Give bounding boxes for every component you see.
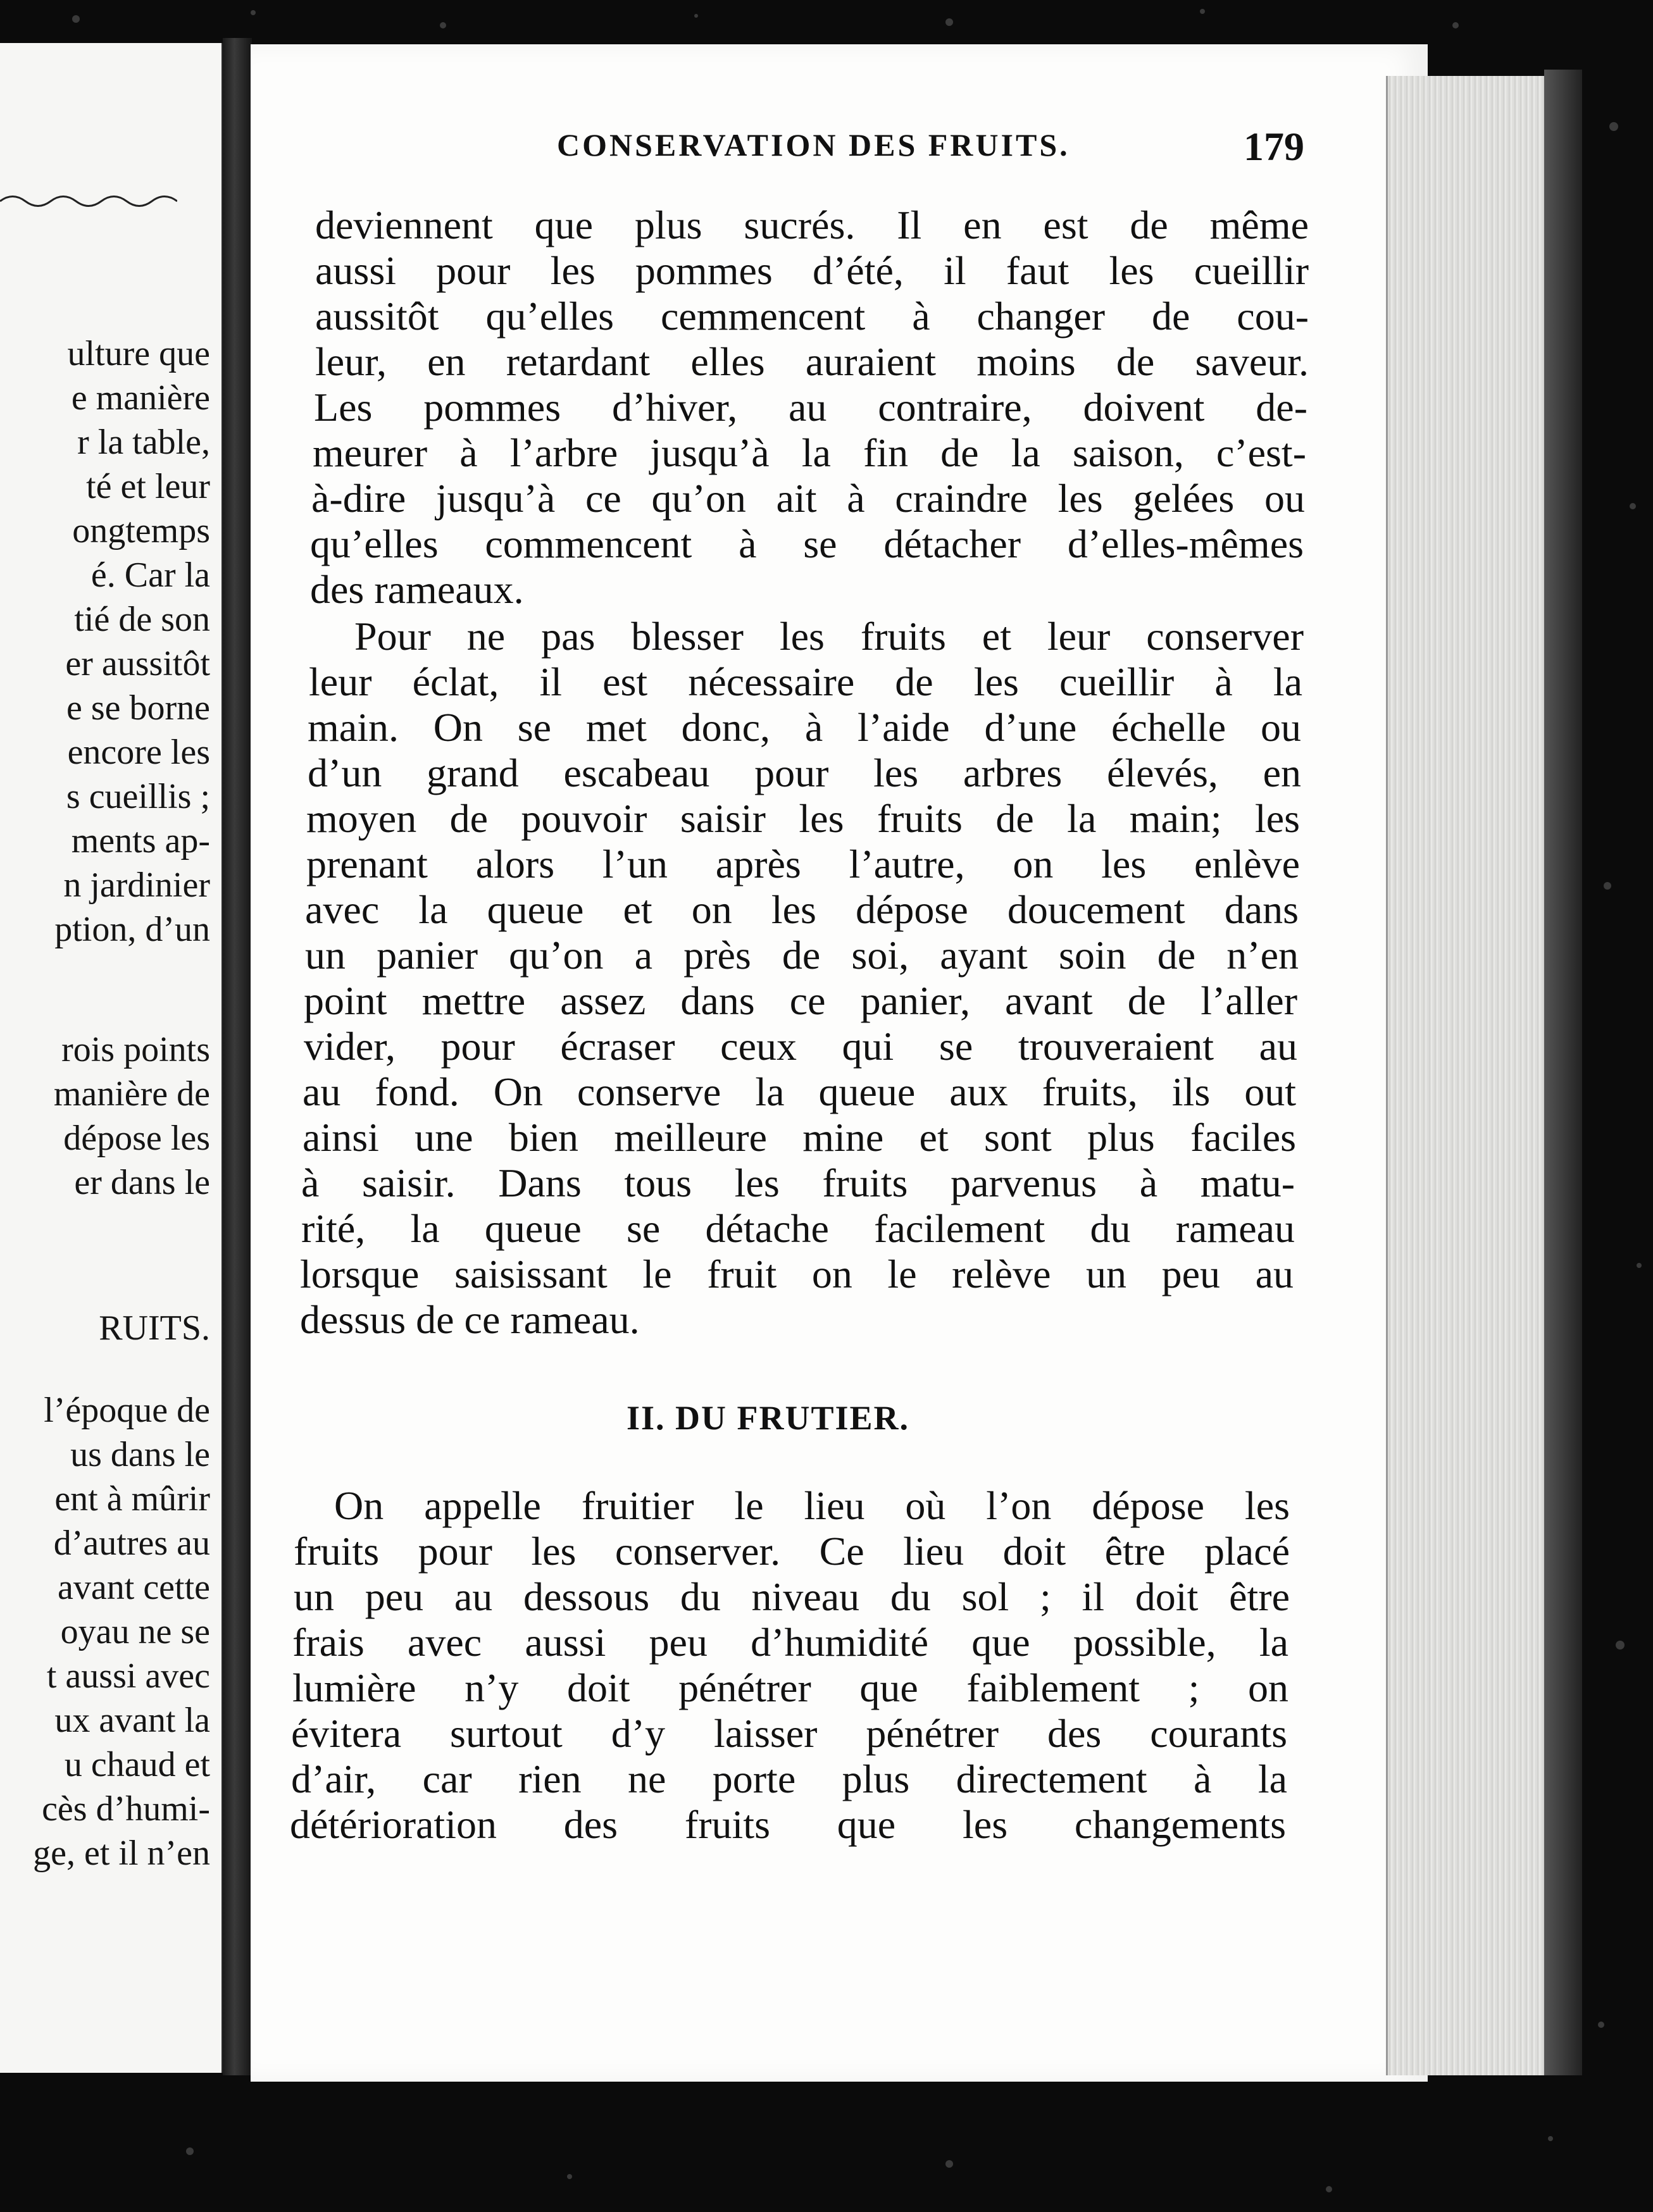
text-line: dessus de ce rameau. [300,1297,640,1342]
text-line: lumière n’y doit pénétrer que faiblement ; on [292,1665,1288,1710]
text-line: frais avec aussi peu d’humidité que possible, la [292,1620,1288,1665]
text-line: deviennent que plus sucrés. Il en est de même [315,202,1309,247]
page-block-edge [1386,76,1559,2075]
left-page-line: er aussitôt [65,644,210,683]
left-page-line: er dans le [74,1163,210,1202]
section-heading: II. DU FRUTIER. [627,1399,910,1437]
left-page-line: e se borne [66,688,210,728]
text-line: fruits pour les conserver. Ce lieu doit être placé [294,1529,1290,1574]
text-line: ainsi une bien meilleure mine et sont plus faciles [303,1115,1296,1160]
left-page-line: manière de [53,1074,210,1114]
text-line: des rameaux. [310,567,524,612]
left-page-line: RUITS. [99,1308,210,1348]
text-line: rité, la queue se détache facilement du rameau [301,1206,1295,1251]
decorative-wave-rule [0,189,177,214]
text-line: avec la queue et on les dépose doucement dans [305,887,1299,932]
left-page-line: ption, d’un [54,910,210,949]
left-page-line: ulture que [67,334,210,373]
text-line: à-dire jusqu’à ce qu’on ait à craindre les gelées ou [311,476,1305,521]
left-page-line: ge, et il n’en [33,1834,210,1873]
text-line: aussi pour les pommes d’été, il faut les cueillir [315,248,1309,293]
left-page-line: n jardinier [63,866,210,905]
text-line: détérioration des fruits que les changements [290,1802,1286,1847]
left-page-line: u chaud et [64,1745,210,1784]
running-title: CONSERVATION DES FRUITS. [557,127,1070,163]
text-line: moyen de pouvoir saisir les fruits de la main; les [306,796,1300,841]
text-line: On appelle fruitier le lieu où l’on dépose les [334,1483,1290,1528]
text-line: d’un grand escabeau pour les arbres élevés, en [308,750,1301,795]
text-line: main. On se met donc, à l’aide d’une échelle ou [308,705,1301,750]
left-page-line: e manière [71,378,210,418]
left-page-line: oyau ne se [60,1612,210,1651]
text-line: meurer à l’arbre jusqu’à la fin de la saison, c’est- [313,430,1306,475]
left-page-line: r la table, [77,423,210,462]
text-line: à saisir. Dans tous les fruits parvenus à matu- [301,1160,1295,1205]
left-page-line: l’époque de [44,1391,210,1430]
text-line: Les pommes d’hiver, au contraire, doivent de- [314,385,1307,430]
text-line: leur, en retardant elles auraient moins de saveur. [315,339,1309,384]
left-page-line: rois points [61,1030,210,1069]
text-line: point mettre assez dans ce panier, avant de l’aller [304,978,1297,1023]
left-facing-page [0,43,225,2073]
text-line: aussitôt qu’elles cemmencent à changer de cou- [315,294,1309,339]
left-page-line: tié de son [74,600,210,639]
left-page-line: ux avant la [54,1701,210,1740]
left-page-line: us dans le [70,1435,210,1474]
left-page-line: t aussi avec [46,1656,210,1696]
text-line: Pour ne pas blesser les fruits et leur conserver [354,614,1304,659]
book-gutter [223,38,252,2075]
left-page-line: d’autres au [53,1524,210,1563]
text-line: vider, pour écraser ceux qui se trouveraient au [304,1024,1297,1069]
text-line: un panier qu’on a près de soi, ayant soin de n’en [305,933,1299,978]
left-page-line: té et leur [86,467,210,506]
left-page-line: ongtemps [72,511,210,550]
left-page-line: encore les [67,733,210,772]
text-line: leur éclat, il est nécessaire de les cueillir à la [309,659,1302,704]
text-line: un peu au dessous du niveau du sol ; il doit être [294,1574,1290,1619]
text-line: lorsque saisissant le fruit on le relève un peu au [300,1252,1294,1296]
text-line: qu’elles commencent à se détacher d’elles-mêmes [310,521,1304,566]
text-line: au fond. On conserve la queue aux fruits, ils out [303,1069,1296,1114]
book-cover-edge [1544,70,1582,2075]
left-page-line: dépose les [63,1119,210,1158]
left-page-line: cès d’humi- [42,1789,210,1829]
page-number: 179 [1244,124,1304,169]
text-line: d’air, car rien ne porte plus directement à la [291,1756,1287,1801]
left-page-line: ent à mûrir [54,1479,210,1519]
left-page-line: é. Car la [90,556,210,595]
text-line: évitera surtout d’y laisser pénétrer des courants [291,1711,1287,1756]
text-line: prenant alors l’un après l’autre, on les enlève [306,842,1300,886]
left-page-line: s cueillis ; [66,777,210,816]
left-page-line: ments ap- [71,821,210,861]
left-page-line: avant cette [58,1568,210,1607]
